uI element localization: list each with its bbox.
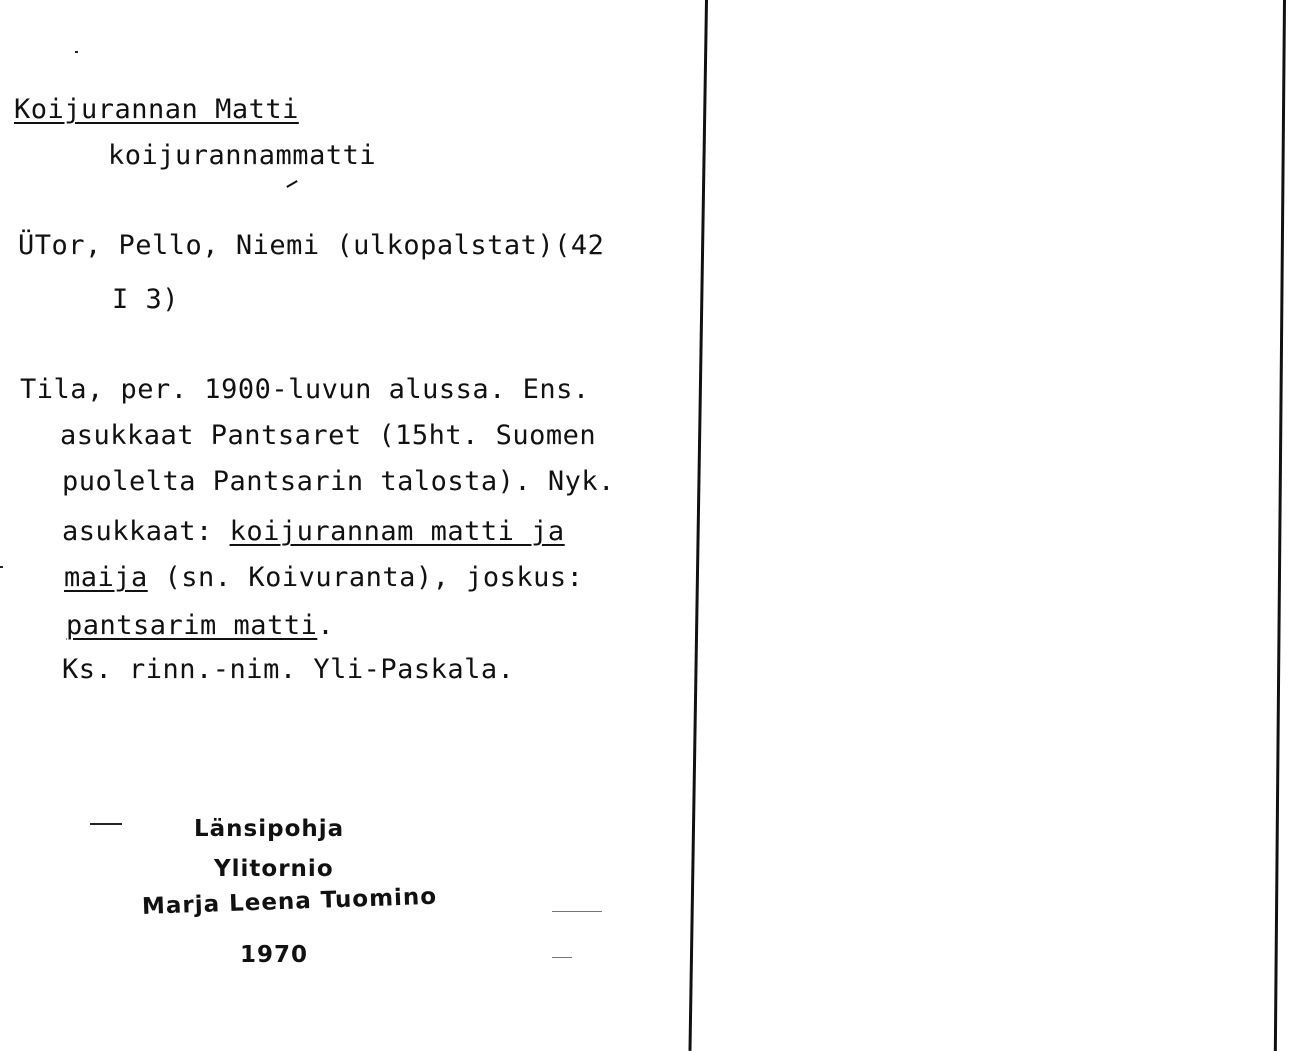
pronunciation: koijurannammatti bbox=[108, 140, 377, 171]
dialect-name-maija: maija bbox=[64, 562, 148, 593]
body-line-7: Ks. rinn.-nim. Yli-Paskala. bbox=[62, 654, 515, 685]
stress-mark bbox=[286, 180, 297, 188]
stamp-year: 1970 bbox=[240, 942, 309, 968]
stamp-dash bbox=[90, 823, 122, 825]
body-line-1: Tila, per. 1900-luvun alussa. Ens. bbox=[20, 374, 590, 405]
body-line-5-rest: (sn. Koivuranta), joskus: bbox=[147, 562, 584, 593]
scan-speck bbox=[0, 566, 3, 568]
body-line-4 bbox=[62, 518, 565, 545]
card-right-edge-line bbox=[1274, 0, 1286, 1051]
body-line-3: puolelta Pantsarin talosta). Nyk. bbox=[62, 466, 615, 497]
stamp-collector: Marja Leena Tuomino bbox=[141, 883, 438, 920]
faint-dash bbox=[552, 911, 602, 912]
scan-speck bbox=[75, 51, 78, 53]
body-line-6-rest: . bbox=[317, 610, 335, 641]
body-line-4-prefix: asukkaat: bbox=[62, 516, 230, 547]
stamp-parish: Ylitornio bbox=[214, 856, 334, 882]
dialect-name-koijurannam-matti: koijurannam matti ja bbox=[229, 516, 565, 547]
body-line-6 bbox=[66, 612, 334, 639]
headword: Koijurannan Matti bbox=[14, 94, 299, 125]
body-line-5 bbox=[64, 564, 583, 591]
location-line-1: ÜTor, Pello, Niemi (ulkopalstat)(42 bbox=[18, 230, 605, 261]
faint-dash bbox=[552, 957, 572, 958]
card-divider-line bbox=[688, 0, 708, 1051]
stamp-region: Länsipohja bbox=[194, 816, 345, 842]
location-line-2: I 3) bbox=[112, 284, 180, 315]
body-line-2: asukkaat Pantsaret (15ht. Suomen bbox=[60, 420, 597, 451]
dialect-name-pantsarim-matti: pantsarim matti bbox=[66, 610, 318, 641]
